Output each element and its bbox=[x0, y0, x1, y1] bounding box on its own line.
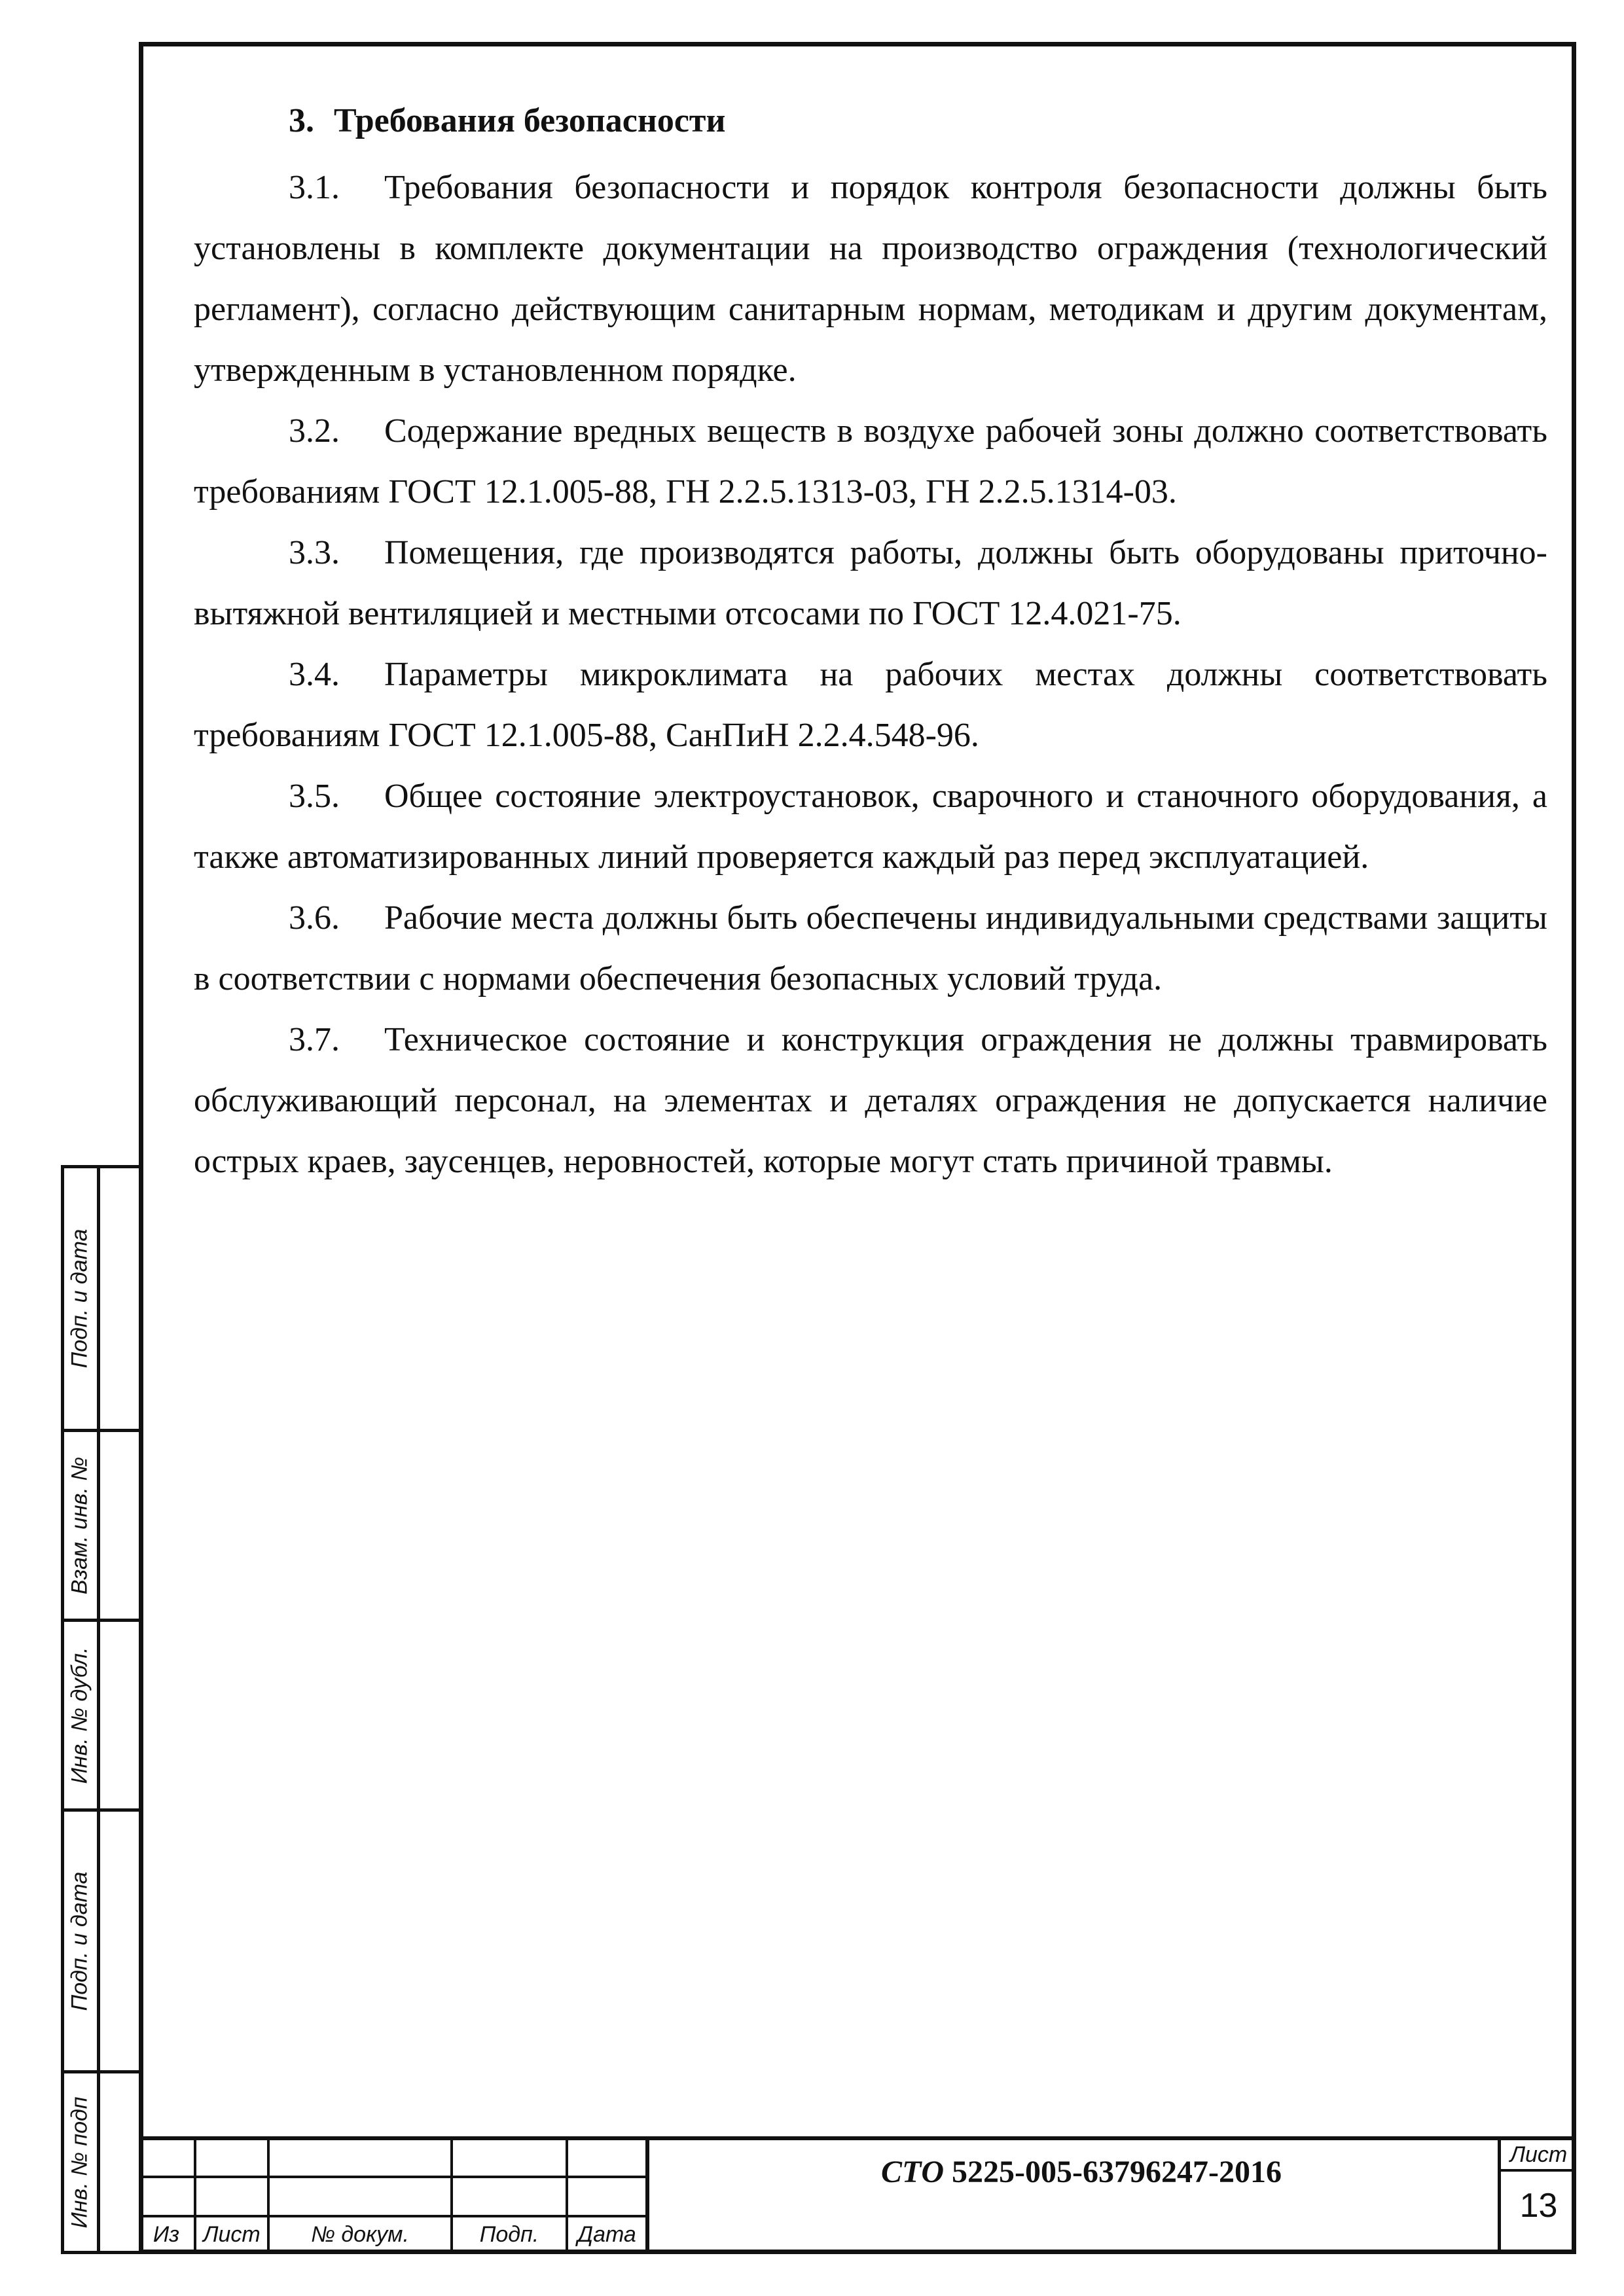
document-designation bbox=[787, 2149, 1376, 2195]
section-title: Требования безопасности bbox=[334, 102, 726, 139]
paragraph-number: 3.5. bbox=[289, 778, 340, 815]
section-number: 3. bbox=[289, 102, 314, 139]
paragraph-3-3 bbox=[194, 522, 1547, 644]
paragraph-text: Общее состояние электроустановок, сварочного и станочного оборудования, а также автоматизированных линий проверяется каждый раз перед эксплуатацией. bbox=[194, 778, 1547, 876]
side-label-signature-date-2: Подп. и дата bbox=[67, 1871, 92, 2011]
col-doc-number: № докум. bbox=[311, 2222, 409, 2247]
paragraph-3-1 bbox=[194, 157, 1547, 401]
col-signature: Подп. bbox=[479, 2222, 539, 2247]
paragraph-3-5 bbox=[194, 766, 1547, 888]
side-stamp bbox=[61, 1165, 139, 2254]
side-label-original-inv: Инв. № подп bbox=[67, 2096, 92, 2229]
paragraph-3-7 bbox=[194, 1009, 1547, 1192]
side-label-duplicate-inv: Инв. № дубл. bbox=[67, 1646, 92, 1784]
paragraph-text: Помещения, где производятся работы, должны быть оборудованы приточно-вытяжной вентиляцией и местными отсосами по ГОСТ 12.4.021-75. bbox=[194, 534, 1547, 632]
paragraph-text: Техническое состояние и конструкция ограждения не должны травмировать обслуживающий персонал, на элементах и деталях ограждения не допускается наличие острых краев, заусенцев, неровностей, которые могут стать причиной травмы. bbox=[194, 1021, 1547, 1180]
col-change: Из bbox=[153, 2222, 180, 2247]
paragraph-3-4 bbox=[194, 644, 1547, 766]
col-date: Дата bbox=[577, 2222, 636, 2247]
paragraph-text: Требования безопасности и порядок контроля безопасности должны быть установлены в комплекте документации на производство ограждения (технологический регламент), согласно действующим санитарным нормам, методикам и другим документам, утвержденным в установленном порядке. bbox=[194, 169, 1547, 389]
section-heading bbox=[194, 95, 1547, 156]
paragraph-text: Содержание вредных веществ в воздухе рабочей зоны должно соответствовать требованиям ГОСТ 12.1.005-88, ГН 2.2.5.1313-03, ГН 2.2.5.1314-03. bbox=[194, 412, 1547, 511]
paragraph-number: 3.2. bbox=[289, 412, 340, 450]
document-body bbox=[194, 95, 1547, 1192]
paragraph-text: Рабочие места должны быть обеспечены индивидуальными средствами защиты в соответствии с нормами обеспечения безопасных условий труда. bbox=[194, 899, 1547, 997]
col-sheet: Лист bbox=[203, 2222, 261, 2247]
paragraph-3-6 bbox=[194, 888, 1547, 1009]
side-label-replacement-inv: Взам. инв. № bbox=[67, 1456, 92, 1594]
paragraph-number: 3.7. bbox=[289, 1021, 340, 1058]
paragraph-number: 3.1. bbox=[289, 169, 340, 206]
paragraph-number: 3.6. bbox=[289, 899, 340, 937]
paragraph-number: 3.3. bbox=[289, 534, 340, 571]
paragraph-number: 3.4. bbox=[289, 656, 340, 693]
doc-number: 5225-005-63796247-2016 bbox=[952, 2155, 1282, 2189]
doc-prefix: СТО bbox=[881, 2155, 945, 2189]
side-label-signature-date-1: Подп. и дата bbox=[67, 1229, 92, 1369]
sheet-label: Лист bbox=[1509, 2142, 1568, 2167]
title-block bbox=[139, 2136, 1576, 2254]
sheet-number: 13 bbox=[1519, 2187, 1558, 2225]
paragraph-3-2 bbox=[194, 401, 1547, 522]
paragraph-text: Параметры микроклимата на рабочих местах должны соответствовать требованиям ГОСТ 12.1.005-88, СанПиН 2.2.4.548-96. bbox=[194, 656, 1547, 754]
